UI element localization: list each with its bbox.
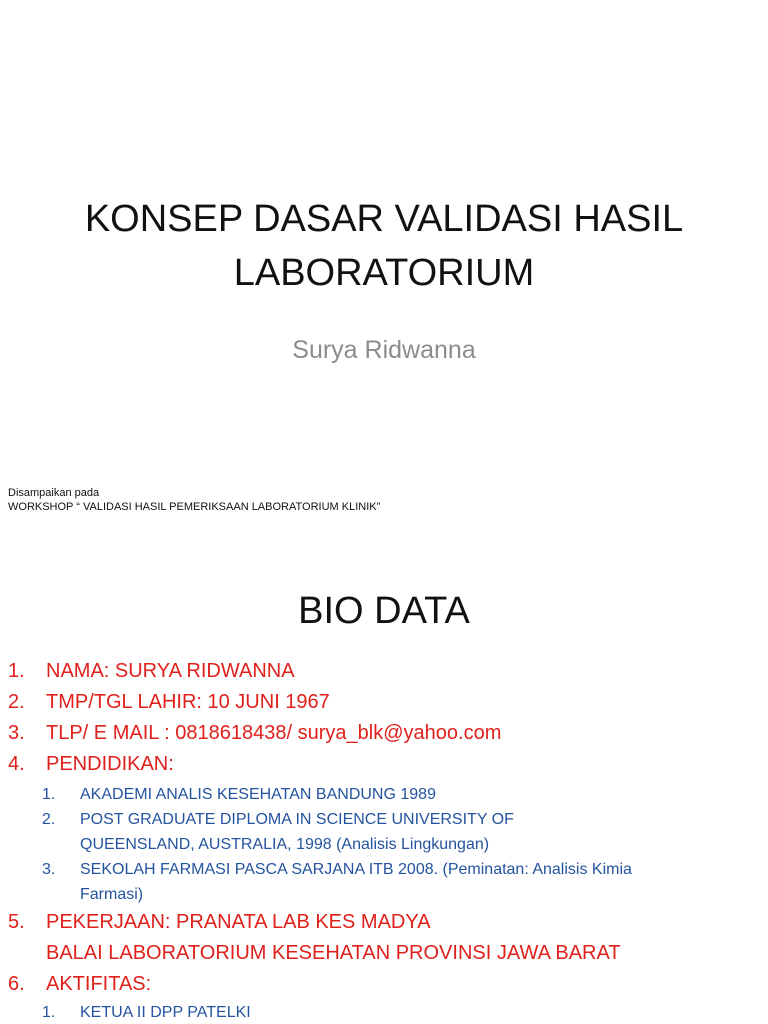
- presentation-note: [8, 486, 380, 514]
- sub-item-number: 1.: [42, 786, 56, 803]
- sub-item-number: 2.: [42, 811, 56, 828]
- item-text: TMP/TGL LAHIR: 10 JUNI 1967: [46, 691, 330, 713]
- bio-data-slide: [0, 576, 768, 1024]
- author-subtitle: Surya Ridwanna: [292, 336, 476, 364]
- sub-item-text-continued: Farmasi): [80, 886, 144, 903]
- item-number: 4.: [8, 753, 25, 775]
- sub-list-item: [8, 857, 760, 907]
- list-item: [8, 687, 760, 718]
- list-item: [8, 749, 760, 780]
- list-item: [8, 656, 760, 687]
- item-text: NAMA: SURYA RIDWANNA: [46, 660, 295, 682]
- item-number: 5.: [8, 911, 25, 933]
- list-item: [8, 718, 760, 749]
- bio-data-list: [8, 656, 760, 1024]
- sub-list-item: [8, 782, 760, 807]
- sub-item-number: 3.: [42, 861, 56, 878]
- item-number: 3.: [8, 722, 25, 744]
- slide-title: [40, 192, 728, 300]
- sub-list-item: [8, 807, 760, 857]
- sub-list-item: [8, 1000, 760, 1024]
- title-line-2: LABORATORIUM: [233, 252, 535, 294]
- note-line-1: Disampaikan pada: [8, 487, 100, 499]
- bio-data-title: BIO DATA: [298, 590, 470, 632]
- note-line-2: WORKSHOP “ VALIDASI HASIL PEMERIKSAAN LABORATORIUM KLINIK”: [8, 501, 381, 513]
- item-text: TLP/ E MAIL : 0818618438/ surya_blk@yahoo.com: [46, 722, 502, 744]
- item-number: 6.: [8, 973, 25, 995]
- sub-item-text: AKADEMI ANALIS KESEHATAN BANDUNG 1989: [80, 786, 436, 803]
- title-line-1: KONSEP DASAR VALIDASI HASIL: [84, 198, 684, 240]
- sub-item-text: KETUA II DPP PATELKI: [80, 1004, 251, 1021]
- list-item: [8, 907, 760, 969]
- sub-item-text: SEKOLAH FARMASI PASCA SARJANA ITB 2008. (Peminatan: Analisis Kimia: [80, 861, 632, 878]
- item-number: 2.: [8, 691, 25, 713]
- item-text: PEKERJAAN: PRANATA LAB KES MADYA: [46, 911, 431, 933]
- item-text: AKTIFITAS:: [46, 973, 152, 995]
- list-item: [8, 969, 760, 1000]
- item-text-continued: BALAI LABORATORIUM KESEHATAN PROVINSI JAWA BARAT: [46, 942, 621, 964]
- item-number: 1.: [8, 660, 25, 682]
- item-text: PENDIDIKAN:: [46, 753, 174, 775]
- sub-item-text-continued: QUEENSLAND, AUSTRALIA, 1998 (Analisis Lingkungan): [80, 836, 490, 853]
- sub-item-number: 1.: [42, 1004, 56, 1021]
- sub-item-text: POST GRADUATE DIPLOMA IN SCIENCE UNIVERSITY OF: [80, 811, 514, 828]
